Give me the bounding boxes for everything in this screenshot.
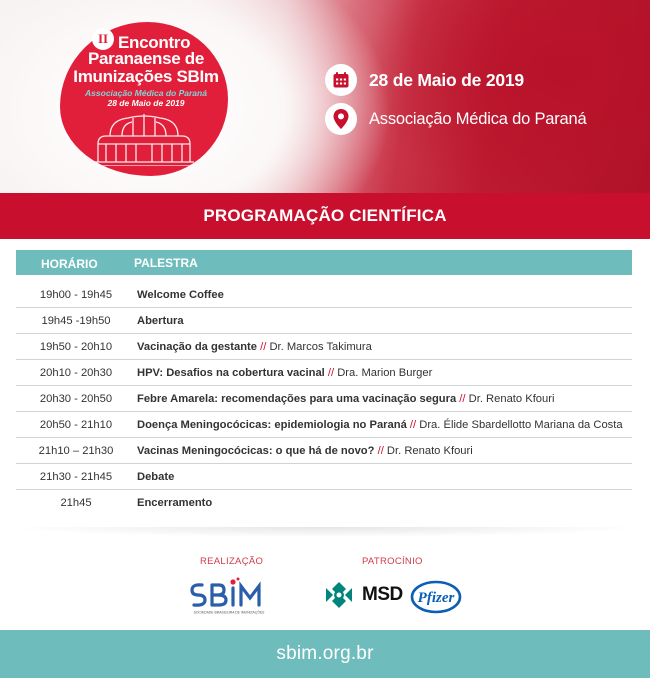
event-date-row — [325, 64, 524, 96]
schedule-table-header — [16, 250, 632, 275]
speaker: Dra. Élide Sbardellotto Mariana da Costa — [419, 419, 623, 431]
program-title: PROGRAMAÇÃO CIENTÍFICA — [203, 206, 447, 225]
table-row — [16, 308, 632, 334]
speaker: Dr. Renato Kfouri — [386, 445, 473, 457]
table-row — [16, 386, 632, 412]
event-date-small: 28 de Maio de 2019 — [107, 98, 185, 108]
row-talk — [137, 341, 372, 353]
header-time: HORÁRIO — [41, 257, 98, 271]
building-icon — [88, 110, 200, 166]
separator: // — [324, 367, 338, 379]
table-row — [16, 282, 632, 308]
table-row — [16, 438, 632, 464]
row-talk — [137, 315, 184, 327]
row-talk — [137, 289, 224, 301]
row-talk — [137, 445, 473, 457]
event-date: 28 de Maio de 2019 — [369, 69, 524, 90]
header-talk: PALESTRA — [134, 256, 198, 270]
separator: // — [406, 419, 420, 431]
table-row — [16, 412, 632, 438]
table-row — [16, 490, 632, 516]
row-time: 19h50 - 20h10 — [39, 341, 113, 353]
map-pin-icon — [325, 103, 357, 135]
talk-title: Febre Amarela: recomendações para uma vacinação segura — [137, 393, 457, 405]
event-name-line1: Encontro — [118, 33, 191, 52]
row-talk — [137, 419, 623, 431]
hero-banner — [0, 0, 650, 193]
table-row — [16, 360, 632, 386]
event-location: Associação Médica do Paraná — [369, 109, 587, 128]
event-association: Associação Médica do Paraná — [85, 88, 207, 98]
edition-number: II — [92, 28, 114, 50]
event-name-line3: Imunizações SBIm — [73, 67, 219, 86]
msd-emblem-icon — [322, 580, 356, 610]
realizacao-label: REALIZAÇÃO — [200, 556, 264, 567]
talk-title: Doença Meningocócicas: epidemiologia no Paraná — [137, 419, 407, 431]
msd-wordmark: MSD — [362, 584, 403, 605]
pfizer-wordmark: Pfizer — [417, 590, 455, 606]
pfizer-oval-icon — [410, 580, 462, 614]
row-talk — [137, 497, 212, 509]
talk-title: Welcome Coffee — [137, 289, 224, 301]
row-talk — [137, 471, 174, 483]
row-time: 20h10 - 20h30 — [39, 367, 113, 379]
sbim-logo[interactable] — [186, 576, 272, 616]
patrocinio-label: PATROCÍNIO — [362, 556, 423, 567]
row-time: 21h45 — [60, 497, 92, 509]
separator: // — [374, 445, 387, 457]
program-title-bar — [0, 193, 650, 239]
sbim-tagline: SOCIEDADE BRASILEIRA DE IMUNIZAÇÕES — [193, 610, 265, 615]
divider-shadow — [0, 527, 650, 545]
row-talk — [137, 393, 554, 405]
msd-logo[interactable] — [322, 580, 403, 610]
row-time: 21h30 - 21h45 — [39, 471, 113, 483]
speaker: Dra. Marion Burger — [337, 367, 433, 379]
pfizer-logo[interactable] — [410, 580, 462, 614]
footer-bar — [0, 630, 650, 678]
separator: // — [456, 393, 469, 405]
table-row — [16, 334, 632, 360]
sbim-logo-graphic — [186, 576, 272, 616]
event-location-row — [325, 103, 586, 135]
talk-title: Encerramento — [137, 497, 213, 509]
talk-title: Vacinação da gestante — [137, 341, 258, 353]
row-time: 20h50 - 21h10 — [39, 419, 113, 431]
schedule-table — [16, 282, 632, 516]
row-talk — [137, 367, 432, 379]
talk-title: HPV: Desafios na cobertura vacinal — [137, 367, 325, 379]
talk-title: Abertura — [137, 315, 184, 327]
event-name-line2: Paranaense de — [87, 49, 205, 68]
talk-title: Vacinas Meningocócicas: o que há de novo? — [137, 445, 375, 457]
table-row — [16, 464, 632, 490]
row-time: 21h10 – 21h30 — [38, 445, 114, 457]
speaker: Dr. Marcos Takimura — [269, 341, 372, 353]
row-time: 19h45 -19h50 — [41, 315, 111, 327]
speaker: Dr. Renato Kfouri — [468, 393, 555, 405]
row-time: 20h30 - 20h50 — [39, 393, 113, 405]
row-time: 19h00 - 19h45 — [39, 289, 113, 301]
talk-title: Debate — [137, 471, 175, 483]
separator: // — [257, 341, 270, 353]
calendar-icon — [325, 64, 357, 96]
website-link[interactable]: sbim.org.br — [276, 643, 374, 664]
